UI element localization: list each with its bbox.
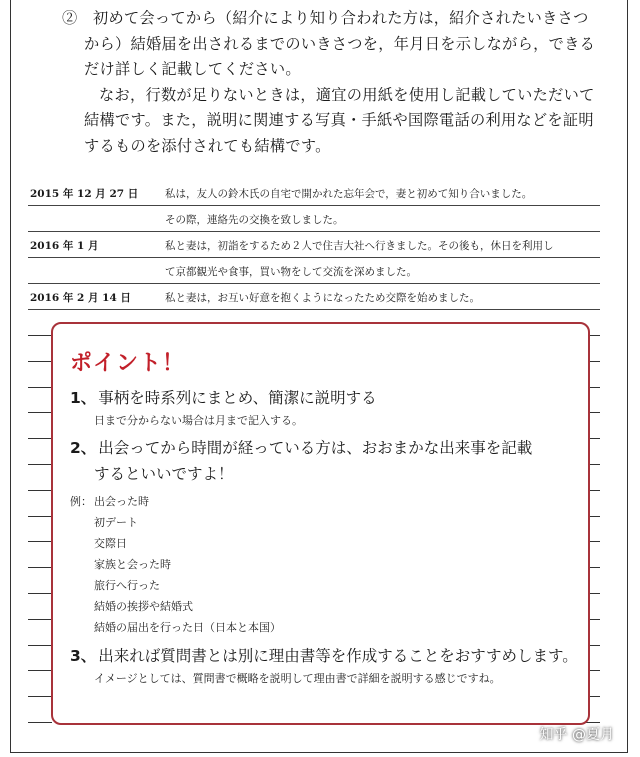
point-item-3-number: 3、 xyxy=(70,647,97,665)
point-item-3-sub: イメージとしては、質問書で概略を説明して理由書で詳細を説明する感じですね。 xyxy=(94,672,501,685)
blank-line-segment xyxy=(28,516,52,517)
entry-text: て京都観光や食事，買い物をして交流を深めました。 xyxy=(165,266,417,278)
entry-date: 2016 年 2 月 14 日 xyxy=(30,292,131,304)
entry-text: 私は，友人の鈴木氏の自宅で開かれた忘年会で，妻と初めて知り合いました。 xyxy=(165,188,533,200)
point-title: ポイント！ xyxy=(70,351,186,376)
entry-text: 私と妻は，初詣をするため２人で住吉大社へ行きました。その後も，休日を利用し xyxy=(165,240,554,252)
point-item-2 xyxy=(70,436,532,458)
entry-text: 私と妻は，お互い好意を抱くようになったため交際を始めました。 xyxy=(165,292,480,304)
blank-line-segment xyxy=(28,567,52,568)
point-box xyxy=(51,322,590,725)
example-item: 交際日 xyxy=(94,537,127,550)
blank-line-segment xyxy=(28,593,52,594)
point-item-1-text: 事柄を時系列にまとめ、簡潔に説明する xyxy=(98,389,377,407)
blank-line-segment xyxy=(28,412,52,413)
blank-line-segment xyxy=(28,619,52,620)
answer-line xyxy=(28,231,600,232)
note-line-3: するものを添付されても結構です。 xyxy=(84,136,331,155)
point-item-2-line-2: するといいですよ！ xyxy=(94,465,234,483)
entry-date: 2016 年 1 月 xyxy=(30,240,99,252)
blank-line-segment xyxy=(28,670,52,671)
point-item-1-sub: 日まで分からない場合は月まで記入する。 xyxy=(94,414,303,427)
point-item-1 xyxy=(70,386,377,408)
blank-line-segment xyxy=(28,438,52,439)
answer-line xyxy=(28,283,600,284)
example-item: 出会った時 xyxy=(94,495,149,508)
blank-line-segment xyxy=(28,361,52,362)
answer-line xyxy=(28,309,600,310)
blank-line-segment xyxy=(28,387,52,388)
blank-line-segment xyxy=(28,541,52,542)
blank-line-segment xyxy=(28,722,52,723)
question-text xyxy=(62,6,610,159)
example-item: 結婚の届出を行った日（日本と本国） xyxy=(94,621,281,634)
blank-line-segment xyxy=(28,490,52,491)
blank-line-segment xyxy=(28,464,52,465)
entry-date: 2015 年 12 月 27 日 xyxy=(30,188,139,200)
blank-line-segment xyxy=(28,645,52,646)
examples-label: 例： xyxy=(70,495,92,508)
question-line-2: から）結婚届を出されるまでのいきさつを，年月日を示しながら，できる xyxy=(84,34,596,53)
point-item-1-number: 1、 xyxy=(70,389,97,407)
example-item: 初デート xyxy=(94,516,138,529)
answer-line xyxy=(28,257,600,258)
example-item: 旅行へ行った xyxy=(94,579,160,592)
note-line-2: 結構です。また，説明に関連する写真・手紙や国際電話の利用などを証明 xyxy=(84,111,594,129)
example-item: 結婚の挨拶や結婚式 xyxy=(94,600,193,613)
example-item: 家族と会った時 xyxy=(94,558,171,571)
question-line-3: だけ詳しく記載してください。 xyxy=(84,60,301,78)
watermark: 知乎 @夏月 xyxy=(539,727,614,743)
entry-text: その際，連絡先の交換を致しました。 xyxy=(165,214,344,226)
note-line-1: なお，行数が足りないときは，適宜の用紙を使用し記載していただいて xyxy=(99,85,595,104)
blank-line-segment xyxy=(28,335,52,336)
point-item-2-text: 出会ってから時間が経っている方は、おおまかな出来事を記載 xyxy=(98,439,533,457)
blank-line-segment xyxy=(586,722,600,723)
answer-line xyxy=(28,205,600,206)
point-item-2-number: 2、 xyxy=(70,439,97,457)
point-item-3-text: 出来れば質問書とは別に理由書等を作成することをおすすめします。 xyxy=(98,647,578,665)
point-item-3 xyxy=(70,644,578,666)
question-line-1: ② 初めて会ってから（紹介により知り合われた方は，紹介されたいきさつ xyxy=(62,9,589,27)
blank-line-segment xyxy=(28,696,52,697)
